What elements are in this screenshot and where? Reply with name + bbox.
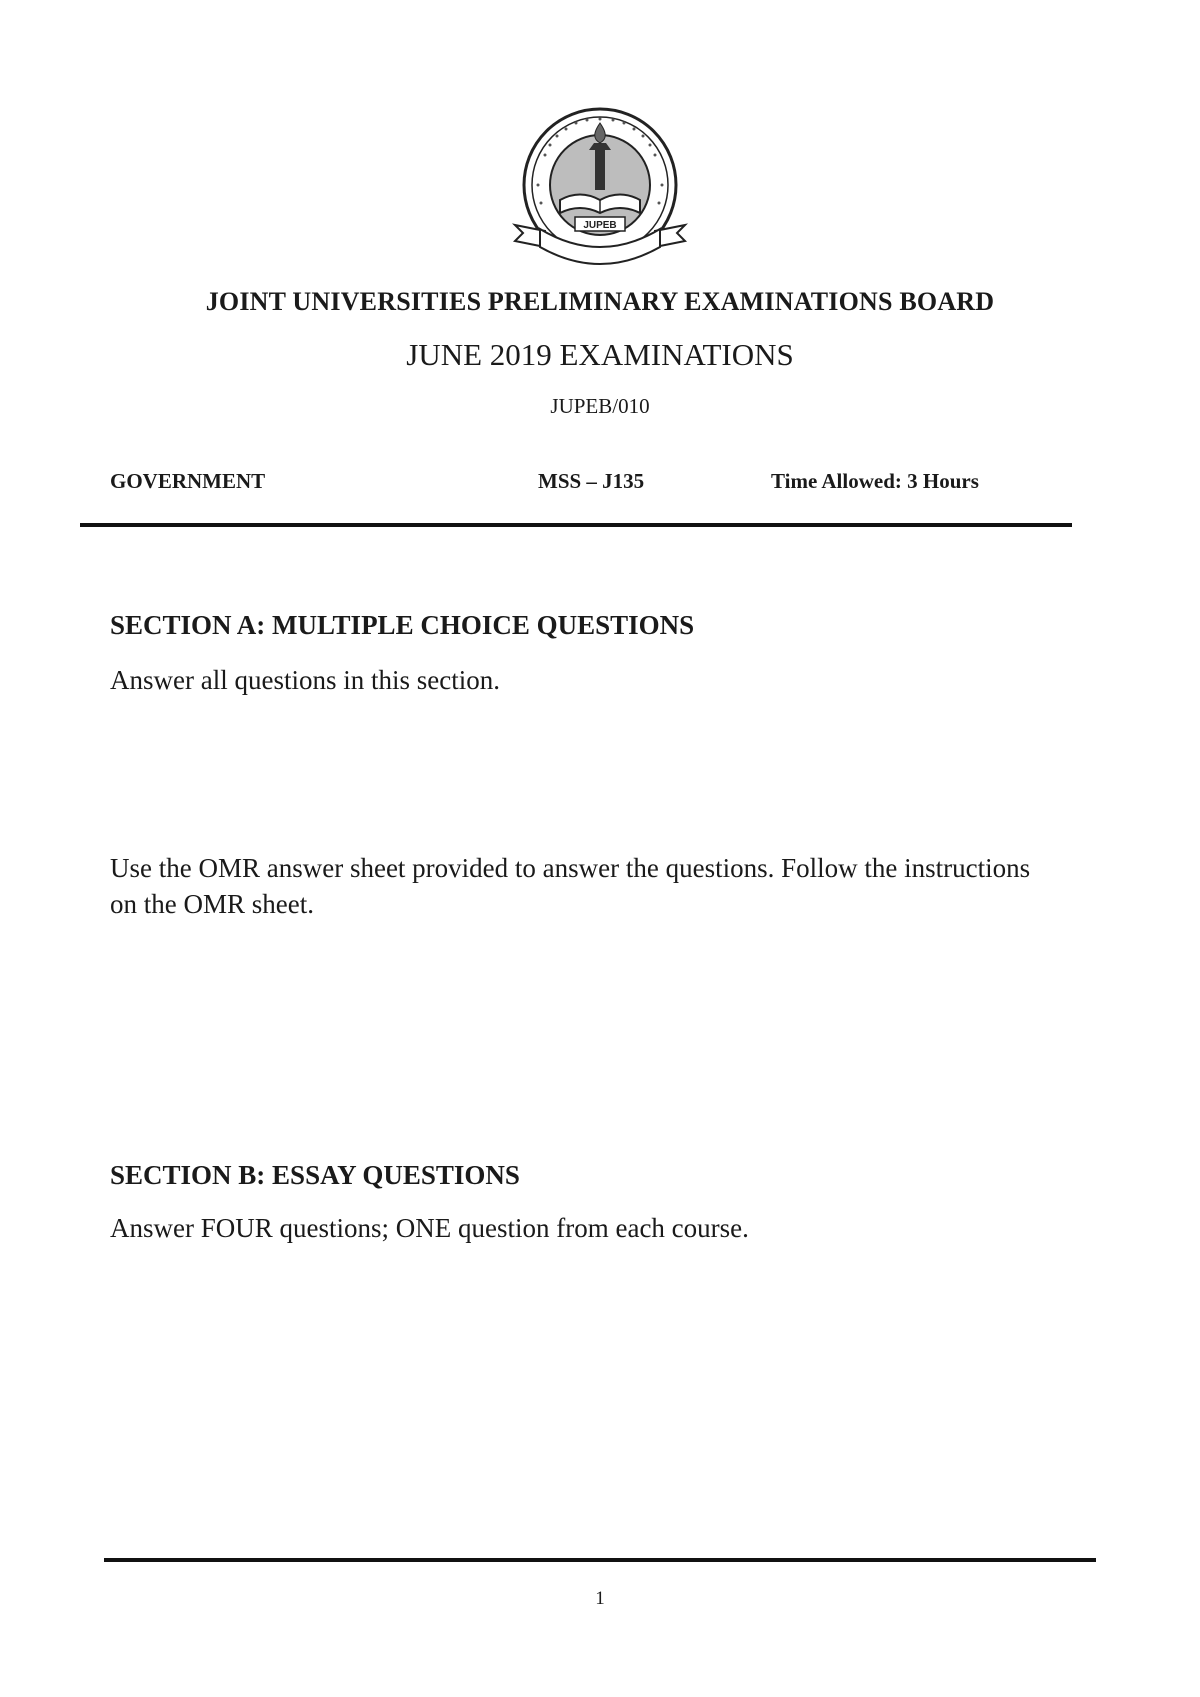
section-b-instruction: Answer FOUR questions; ONE question from each course. (110, 1213, 749, 1243)
subject-name: GOVERNMENT (110, 469, 266, 493)
section-a-instruction: Answer all questions in this section. (110, 665, 500, 695)
footer-divider (104, 1558, 1096, 1562)
jupeb-seal-logo (505, 105, 695, 280)
section-a-heading: SECTION A: MULTIPLE CHOICE QUESTIONS (110, 610, 695, 640)
header-divider (80, 523, 1072, 527)
course-code: MSS – J135 (538, 469, 645, 493)
omr-instruction-line-2: on the OMR sheet. (110, 889, 314, 919)
time-allowed: Time Allowed: 3 Hours (771, 469, 979, 493)
page-number: 1 (595, 1588, 605, 1609)
board-title: JOINT UNIVERSITIES PRELIMINARY EXAMINATIONS BOARD (205, 287, 995, 316)
exam-code: JUPEB/010 (550, 394, 650, 418)
omr-instruction-line-1: Use the OMR answer sheet provided to answer the questions. Follow the instructions (110, 853, 1031, 883)
section-b-heading: SECTION B: ESSAY QUESTIONS (110, 1160, 520, 1190)
exam-title: JUNE 2019 EXAMINATIONS (406, 337, 794, 372)
omr-instruction (110, 850, 1110, 922)
svg-text:JUPEB: JUPEB (583, 220, 617, 231)
